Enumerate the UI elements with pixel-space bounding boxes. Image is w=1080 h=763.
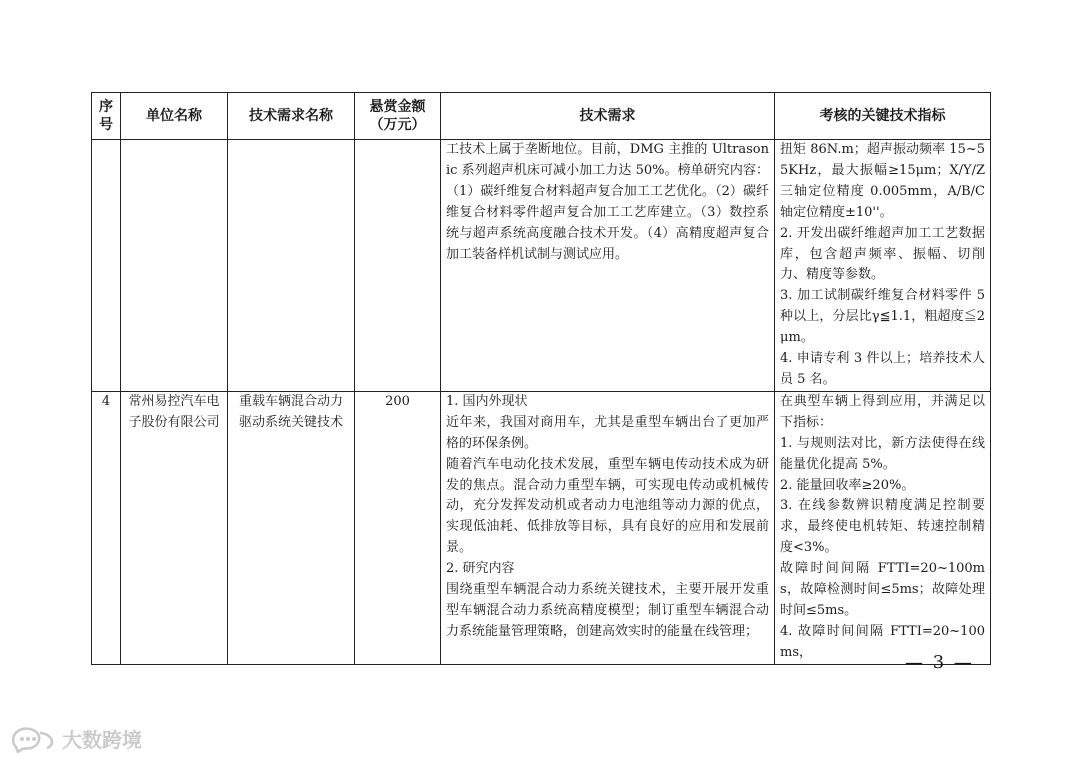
watermark-text: 大数跨境 [62,728,142,752]
requirement-paragraph: 1. 国内外现状 [446,393,528,409]
indicator-line: 3. 加工试制碳纤维复合材料零件 5 种以上，分层比γ≦1.1，粗超度≦2μm。 [780,288,985,346]
table-row [92,140,991,392]
indicator-line: 扭矩 86N.m；超声振动频率 15~55KHz，最大振幅≥15μm；X/Y/Z 三轴定位精度 0.005mm，A/B/C 轴定位精度±10''。 [780,142,985,220]
indicator-line: 2. 开发出碳纤维超声加工工艺数据库，包含超声频率、振幅、切削力、精度等参数。 [780,225,985,283]
table-header-row [92,93,991,140]
cell-requirement [441,391,775,664]
indicator-line: 4. 故障时间间隔 FTTI=20~100ms， [780,623,985,660]
cell-reward [355,140,441,392]
header-requirement: 技术需求 [441,93,775,140]
header-indicators: 考核的关键技术指标 [775,93,991,140]
header-unit: 单位名称 [121,93,228,140]
requirement-paragraph: 2. 研究内容 [446,561,515,577]
indicator-line: 故障时间间隔 FTTI=20~100ms，故障检测时间≤5ms；故障处理时间≤5ms。 [780,561,985,618]
requirement-paragraph: 工技术上属于垄断地位。目前，DMG 主推的 Ultrasonic 系列超声机床可减小加工力达 50%。榜单研究内容：（1）碳纤维复合材料超声复合加工工艺优化。（2）碳纤维复合材料零件超声复合加工工艺库建立。（3）数控系统与超声系统高度融合技术开发。（4）高精度超声复合加工装备样机试制与测试应用。 [446,142,769,262]
cell-unit [121,140,228,392]
header-reward: 悬赏金额（万元） [355,93,441,140]
indicator-line: 3. 在线参数辨识精度满足控制要求，最终使电机转矩、转速控制精度<3%。 [780,498,985,556]
cell-unit: 常州易控汽车电子股份有限公司 [121,391,228,664]
cell-index: 4 [92,391,121,664]
cell-index [92,140,121,392]
cell-indicators [775,140,991,392]
cell-requirement [441,140,775,392]
cell-tech-name [228,140,355,392]
cell-reward: 200 [355,391,441,664]
indicator-line: 1. 与规则法对比，新方法使得在线能量优化提高 5%。 [780,435,985,472]
indicator-line: 2. 能量回收率≥20%。 [780,477,915,493]
requirement-paragraph: 随着汽车电动化技术发展，重型车辆电传动技术成为研发的焦点。混合动力重型车辆，可实现电传动或机械传动，充分发挥发动机或者动力电池组等动力源的优点，实现低油耗、低排放等目标，具有良好的应用和发展前景。 [446,456,769,556]
indicator-line: 4. 申请专利 3 件以上；培养技术人员 5 名。 [780,351,985,387]
table-row [92,391,991,664]
header-index: 序号 [92,93,121,140]
cell-indicators [775,391,991,664]
header-tech-name: 技术需求名称 [228,93,355,140]
cell-tech-name: 重载车辆混合动力驱动系统关键技术 [228,391,355,664]
chat-bubble-logo-icon [10,725,56,753]
page-number: — 3 — [905,652,974,673]
requirements-table [91,92,991,665]
requirement-paragraph: 围绕重型车辆混合动力系统关键技术，主要开展开发重型车辆混合动力系统高精度模型；制订重型车辆混合动力系统能量管理策略，创建高效实时的能量在线管理； [446,582,769,639]
watermark [10,724,142,753]
indicator-line: 在典型车辆上得到应用，并满足以下指标： [780,393,985,430]
requirement-paragraph: 近年来，我国对商用车，尤其是重型车辆出台了更加严格的环保条例。 [446,414,769,451]
